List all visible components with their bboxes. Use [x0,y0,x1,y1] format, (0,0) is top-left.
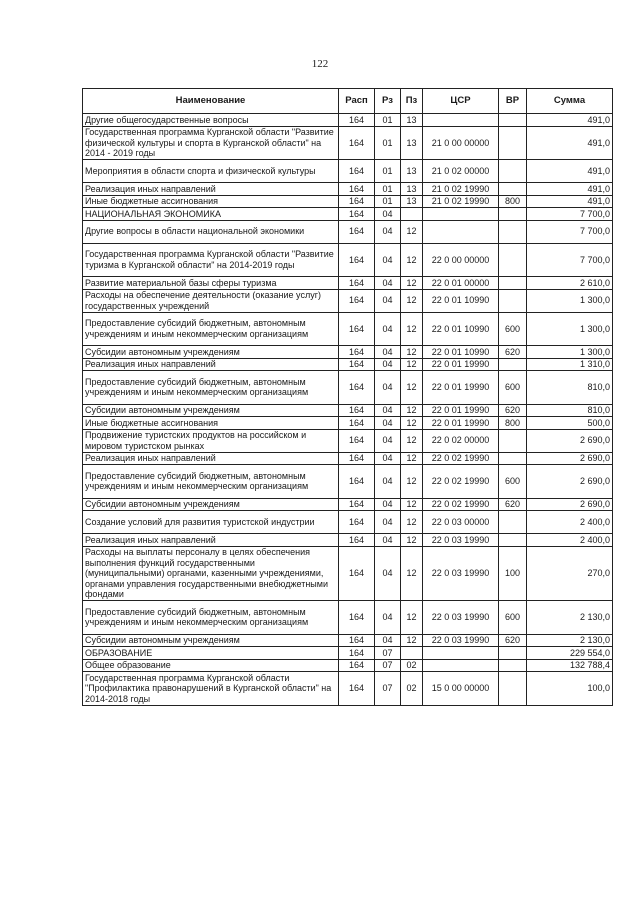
cell-sum: 491,0 [527,195,613,208]
table-row [83,498,613,511]
cell-pz: 12 [401,601,423,635]
cell-pz: 13 [401,160,423,183]
table-header-row [83,89,613,114]
table-row [83,659,613,672]
cell-rz: 04 [375,417,401,430]
cell-rasp: 164 [339,183,375,196]
cell-rz: 01 [375,195,401,208]
cell-rasp: 164 [339,346,375,359]
table-row [83,358,613,371]
cell-name: Реализация иных направлений [83,452,339,465]
cell-csr: 21 0 02 19990 [423,183,499,196]
table-row [83,404,613,417]
cell-csr: 22 0 02 19990 [423,452,499,465]
cell-csr: 22 0 01 19990 [423,358,499,371]
header-rz: Рз [375,89,401,114]
cell-rz: 04 [375,498,401,511]
cell-rz: 04 [375,465,401,499]
cell-pz: 13 [401,114,423,127]
cell-name: Реализация иных направлений [83,534,339,547]
cell-csr: 22 0 01 10990 [423,312,499,346]
cell-pz: 12 [401,546,423,601]
cell-rasp: 164 [339,289,375,312]
cell-rasp: 164 [339,126,375,160]
cell-pz: 12 [401,429,423,452]
cell-rz: 07 [375,672,401,706]
cell-rz: 01 [375,183,401,196]
table-body [83,114,613,706]
cell-vr [499,672,527,706]
cell-rz: 01 [375,114,401,127]
table-row [83,183,613,196]
table-row [83,634,613,647]
cell-sum: 2 690,0 [527,452,613,465]
cell-sum: 2 690,0 [527,465,613,499]
cell-csr [423,659,499,672]
cell-name: Общее образование [83,659,339,672]
table-row [83,114,613,127]
header-name: Наименование [83,89,339,114]
cell-rasp: 164 [339,114,375,127]
cell-csr: 22 0 02 19990 [423,465,499,499]
cell-vr [499,534,527,547]
cell-name: Мероприятия в области спорта и физической культуры [83,160,339,183]
cell-pz: 12 [401,465,423,499]
cell-name: Иные бюджетные ассигнования [83,417,339,430]
cell-vr [499,208,527,221]
cell-sum: 1 300,0 [527,346,613,359]
cell-pz: 12 [401,346,423,359]
cell-csr [423,208,499,221]
cell-rz: 04 [375,546,401,601]
cell-name: Государственная программа Курганской области "Развитие физической культуры и спорта в Курганской области" на 2014 - 2019 годы [83,126,339,160]
cell-sum: 491,0 [527,160,613,183]
cell-vr [499,183,527,196]
cell-rasp: 164 [339,358,375,371]
cell-vr [499,429,527,452]
cell-sum: 1 300,0 [527,289,613,312]
cell-name: Другие вопросы в области национальной экономики [83,220,339,243]
cell-name: Государственная программа Курганской области "Профилактика правонарушений в Курганской области" на 2014-2018 годы [83,672,339,706]
cell-rasp: 164 [339,371,375,405]
cell-vr: 800 [499,417,527,430]
budget-table [82,88,613,706]
cell-vr: 600 [499,465,527,499]
cell-rz: 04 [375,534,401,547]
cell-pz: 13 [401,195,423,208]
cell-rasp: 164 [339,243,375,277]
cell-rz: 04 [375,511,401,534]
cell-sum: 7 700,0 [527,243,613,277]
cell-name: Развитие материальной базы сферы туризма [83,277,339,290]
cell-vr [499,114,527,127]
cell-name: НАЦИОНАЛЬНАЯ ЭКОНОМИКА [83,208,339,221]
cell-vr: 620 [499,498,527,511]
table-row [83,208,613,221]
cell-pz [401,647,423,660]
cell-sum: 500,0 [527,417,613,430]
cell-sum: 491,0 [527,114,613,127]
cell-pz: 12 [401,511,423,534]
cell-rasp: 164 [339,312,375,346]
cell-csr: 22 0 01 00000 [423,277,499,290]
cell-rz: 04 [375,429,401,452]
cell-rz: 04 [375,277,401,290]
cell-vr [499,647,527,660]
cell-name: Реализация иных направлений [83,183,339,196]
cell-rasp: 164 [339,534,375,547]
cell-pz: 12 [401,498,423,511]
cell-pz: 12 [401,358,423,371]
cell-sum: 1 310,0 [527,358,613,371]
cell-name: Другие общегосударственные вопросы [83,114,339,127]
cell-csr: 15 0 00 00000 [423,672,499,706]
cell-sum: 2 400,0 [527,534,613,547]
cell-pz: 12 [401,634,423,647]
table-row [83,289,613,312]
cell-vr: 600 [499,312,527,346]
cell-rasp: 164 [339,160,375,183]
cell-sum: 2 610,0 [527,277,613,290]
cell-rz: 04 [375,371,401,405]
table-row [83,429,613,452]
cell-rasp: 164 [339,465,375,499]
cell-sum: 7 700,0 [527,208,613,221]
cell-rz: 04 [375,289,401,312]
cell-rasp: 164 [339,498,375,511]
table-row [83,511,613,534]
cell-name: Реализация иных направлений [83,358,339,371]
header-vr: ВР [499,89,527,114]
cell-rasp: 164 [339,601,375,635]
cell-csr [423,114,499,127]
cell-vr: 620 [499,404,527,417]
cell-rz: 04 [375,312,401,346]
cell-vr [499,659,527,672]
cell-name: Государственная программа Курганской области "Развитие туризма в Курганской области" на 2014-2019 годы [83,243,339,277]
cell-sum: 100,0 [527,672,613,706]
cell-csr: 22 0 01 10990 [423,346,499,359]
cell-pz: 12 [401,371,423,405]
cell-pz: 12 [401,534,423,547]
cell-pz: 13 [401,183,423,196]
table-row [83,312,613,346]
cell-rasp: 164 [339,634,375,647]
cell-name: Предоставление субсидий бюджетным, автономным учреждениям и иным некоммерческим организациям [83,371,339,405]
cell-pz: 12 [401,312,423,346]
cell-pz: 12 [401,220,423,243]
cell-rz: 04 [375,243,401,277]
table-row [83,277,613,290]
cell-sum: 2 130,0 [527,601,613,635]
cell-csr: 22 0 03 19990 [423,534,499,547]
cell-rz: 04 [375,220,401,243]
cell-rz: 01 [375,126,401,160]
cell-name: ОБРАЗОВАНИЕ [83,647,339,660]
table-row [83,672,613,706]
cell-name: Расходы на выплаты персоналу в целях обеспечения выполнения функций государственными (муниципальными) органами, казенными учреждениями, органами управления государственными внебюджетными фондами [83,546,339,601]
cell-rasp: 164 [339,208,375,221]
cell-pz: 12 [401,404,423,417]
table-row [83,346,613,359]
cell-rasp: 164 [339,404,375,417]
cell-rz: 04 [375,208,401,221]
cell-rz: 04 [375,404,401,417]
cell-pz: 12 [401,289,423,312]
cell-rasp: 164 [339,672,375,706]
table-row [83,126,613,160]
cell-rz: 04 [375,358,401,371]
cell-rasp: 164 [339,546,375,601]
cell-rz: 04 [375,452,401,465]
cell-vr [499,220,527,243]
cell-csr: 22 0 00 00000 [423,243,499,277]
cell-csr [423,220,499,243]
table-row [83,534,613,547]
cell-vr [499,289,527,312]
cell-vr [499,160,527,183]
cell-name: Создание условий для развития туристской индустрии [83,511,339,534]
cell-rz: 04 [375,601,401,635]
page-number: 122 [311,58,329,70]
cell-name: Субсидии автономным учреждениям [83,346,339,359]
cell-vr [499,452,527,465]
cell-rasp: 164 [339,452,375,465]
cell-rz: 07 [375,659,401,672]
cell-vr: 600 [499,601,527,635]
cell-vr: 100 [499,546,527,601]
cell-sum: 2 130,0 [527,634,613,647]
cell-name: Субсидии автономным учреждениям [83,404,339,417]
cell-sum: 229 554,0 [527,647,613,660]
cell-csr: 22 0 01 19990 [423,417,499,430]
header-rasp: Расп [339,89,375,114]
cell-name: Иные бюджетные ассигнования [83,195,339,208]
cell-name: Предоставление субсидий бюджетным, автономным учреждениям и иным некоммерческим организациям [83,465,339,499]
table-row [83,647,613,660]
cell-rasp: 164 [339,220,375,243]
cell-vr [499,126,527,160]
table-row [83,160,613,183]
cell-sum: 2 690,0 [527,429,613,452]
cell-csr: 21 0 00 00000 [423,126,499,160]
cell-csr: 22 0 03 19990 [423,601,499,635]
cell-pz: 12 [401,417,423,430]
cell-sum: 810,0 [527,371,613,405]
table-row [83,452,613,465]
cell-name: Продвижение туристских продуктов на российском и мировом туристском рынках [83,429,339,452]
cell-name: Субсидии автономным учреждениям [83,634,339,647]
cell-rz: 04 [375,634,401,647]
cell-sum: 2 690,0 [527,498,613,511]
cell-sum: 491,0 [527,183,613,196]
header-pz: Пз [401,89,423,114]
cell-vr: 800 [499,195,527,208]
cell-pz: 02 [401,672,423,706]
cell-sum: 270,0 [527,546,613,601]
cell-name: Предоставление субсидий бюджетным, автономным учреждениям и иным некоммерческим организациям [83,312,339,346]
cell-pz: 12 [401,277,423,290]
cell-vr: 620 [499,346,527,359]
cell-name: Предоставление субсидий бюджетным, автономным учреждениям и иным некоммерческим организациям [83,601,339,635]
table-row [83,465,613,499]
cell-sum: 2 400,0 [527,511,613,534]
cell-rasp: 164 [339,429,375,452]
table-row [83,243,613,277]
cell-sum: 810,0 [527,404,613,417]
header-csr: ЦСР [423,89,499,114]
cell-csr: 22 0 03 19990 [423,634,499,647]
cell-sum: 1 300,0 [527,312,613,346]
cell-pz [401,208,423,221]
cell-rasp: 164 [339,195,375,208]
cell-pz: 02 [401,659,423,672]
cell-rasp: 164 [339,511,375,534]
cell-csr: 21 0 02 00000 [423,160,499,183]
cell-vr: 620 [499,634,527,647]
cell-name: Расходы на обеспечение деятельности (оказание услуг) государственных учреждений [83,289,339,312]
table-row [83,601,613,635]
cell-vr [499,277,527,290]
cell-csr [423,647,499,660]
cell-rz: 01 [375,160,401,183]
cell-sum: 491,0 [527,126,613,160]
cell-rasp: 164 [339,417,375,430]
cell-rz: 04 [375,346,401,359]
cell-vr [499,243,527,277]
cell-rasp: 164 [339,647,375,660]
cell-vr [499,511,527,534]
cell-vr [499,358,527,371]
cell-pz: 12 [401,452,423,465]
table-row [83,220,613,243]
cell-sum: 7 700,0 [527,220,613,243]
cell-pz: 13 [401,126,423,160]
header-sum: Сумма [527,89,613,114]
cell-vr: 600 [499,371,527,405]
table-row [83,371,613,405]
cell-sum: 132 788,4 [527,659,613,672]
cell-rz: 07 [375,647,401,660]
cell-csr: 22 0 02 00000 [423,429,499,452]
cell-csr: 22 0 01 19990 [423,404,499,417]
cell-csr: 22 0 01 19990 [423,371,499,405]
cell-rasp: 164 [339,659,375,672]
cell-pz: 12 [401,243,423,277]
cell-csr: 21 0 02 19990 [423,195,499,208]
cell-csr: 22 0 03 00000 [423,511,499,534]
table-row [83,417,613,430]
cell-name: Субсидии автономным учреждениям [83,498,339,511]
table-row [83,546,613,601]
table-row [83,195,613,208]
cell-csr: 22 0 02 19990 [423,498,499,511]
cell-csr: 22 0 03 19990 [423,546,499,601]
cell-rasp: 164 [339,277,375,290]
cell-csr: 22 0 01 10990 [423,289,499,312]
